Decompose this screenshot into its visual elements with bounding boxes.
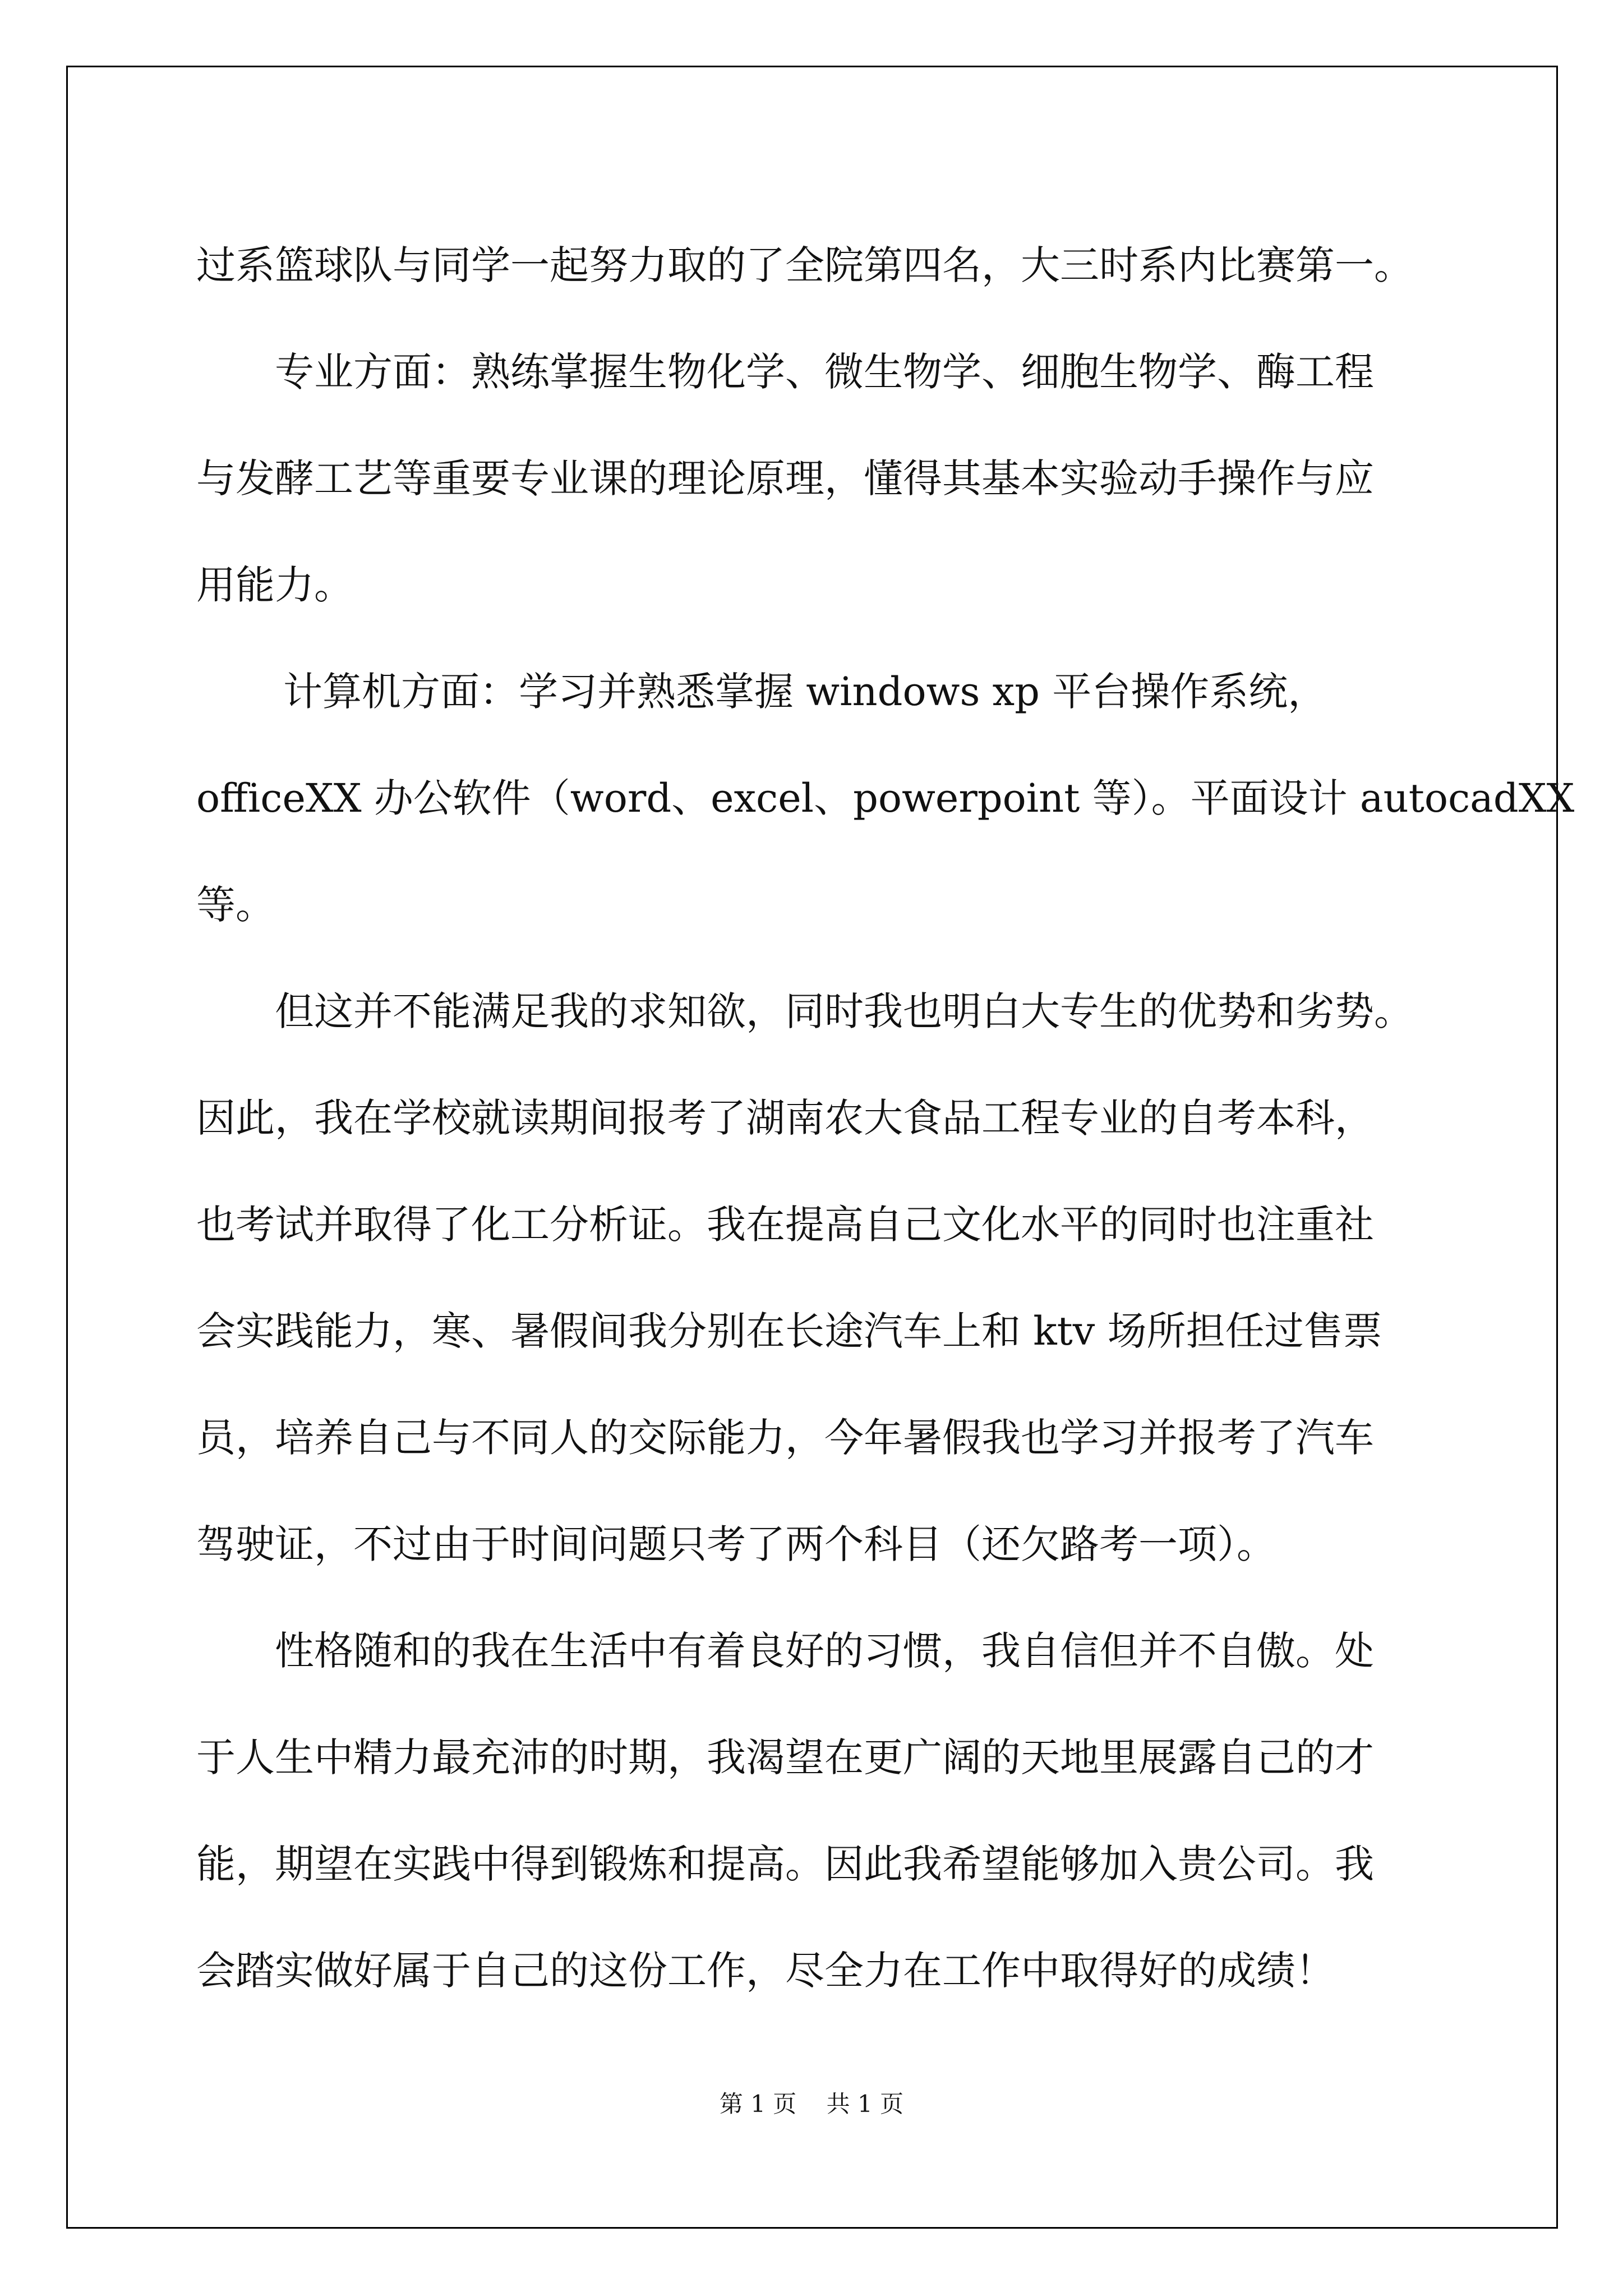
document-body xyxy=(196,212,1575,2024)
text-line: 于人生中精力最充沛的时期，我渴望在更广阔的天地里展露自己的才 xyxy=(196,1734,1374,1780)
text-line: 过系篮球队与同学一起努力取的了全院第四名，大三时系内比赛第一。 xyxy=(196,242,1413,288)
text-line: 会实践能力，寒、暑假间我分别在长途汽车上和 ktv 场所担任过售票 xyxy=(196,1308,1382,1354)
text-line: 会踏实做好属于自己的这份工作，尽全力在工作中取得好的成绩！ xyxy=(196,1948,1335,1994)
text-line: 用能力。 xyxy=(196,562,353,608)
text-line: 与发酵工艺等重要专业课的理论原理，懂得其基本实验动手操作与应 xyxy=(196,455,1374,501)
text-line: 也考试并取得了化工分析证。我在提高自己文化水平的同时也注重社 xyxy=(196,1202,1374,1248)
text-line: 计算机方面：学习并熟悉掌握 windows xp 平台操作系统， xyxy=(283,669,1327,715)
page-total: 共 1 页 xyxy=(826,2090,904,2118)
text-line: 专业方面：熟练掌握生物化学、微生物学、细胞生物学、酶工程 xyxy=(275,349,1374,395)
text-line: officeXX 办公软件（word、excel、powerpoint 等）。平面设计 autocadXX xyxy=(196,775,1575,821)
text-line: 员，培养自己与不同人的交际能力，今年暑假我也学习并报考了汽车 xyxy=(196,1415,1374,1461)
text-line: 因此，我在学校就读期间报考了湖南农大食品工程专业的自考本科， xyxy=(196,1095,1374,1141)
text-line: 但这并不能满足我的求知欲，同时我也明白大专生的优势和劣势。 xyxy=(275,988,1413,1034)
text-line: 能，期望在实践中得到锻炼和提高。因此我希望能够加入贵公司。我 xyxy=(196,1841,1374,1887)
text-line: 性格随和的我在生活中有着良好的习惯，我自信但并不自傲。处 xyxy=(275,1628,1374,1674)
text-line: 驾驶证，不过由于时间问题只考了两个科目（还欠路考一项）。 xyxy=(196,1521,1276,1567)
page-number: 第 1 页 xyxy=(719,2090,797,2118)
page-footer xyxy=(0,2086,1623,2119)
text-line: 等。 xyxy=(196,882,275,928)
